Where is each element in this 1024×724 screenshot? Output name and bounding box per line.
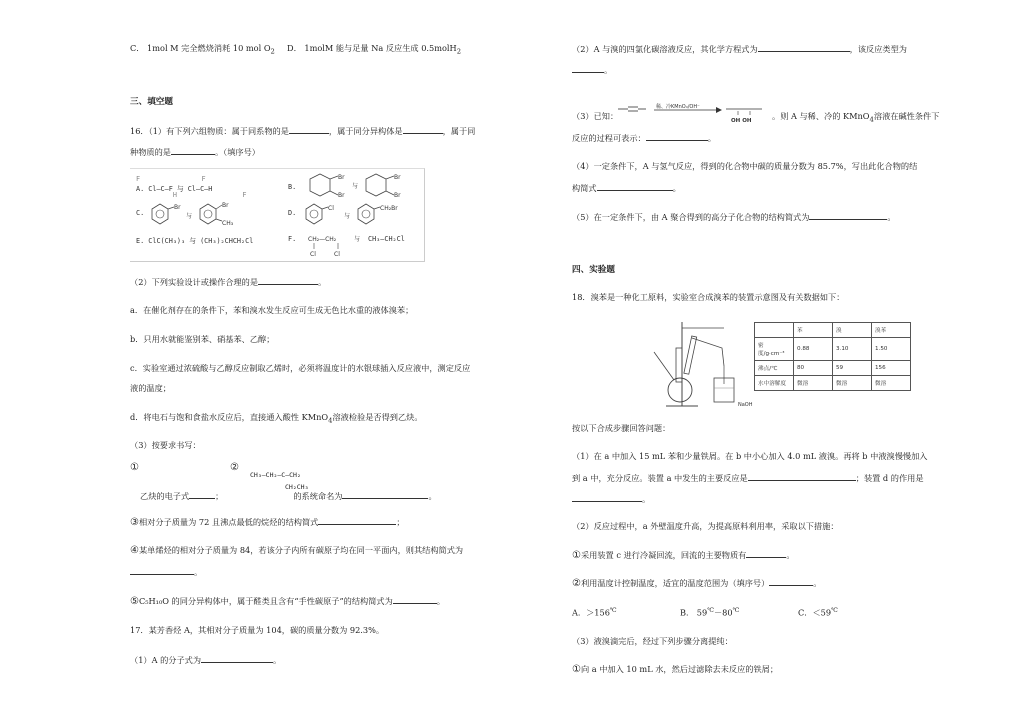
answer-blank[interactable] <box>393 595 437 604</box>
q16-part3-5: ⑤C₅H₁₀O 的同分异构体中，属于醛类且含有“手性碳原子”的结构简式为 。 <box>130 596 445 607</box>
svg-text:Br: Br <box>394 192 401 199</box>
table-cell: 密度/g·cm⁻³ <box>755 338 794 361</box>
table-cell <box>755 323 794 338</box>
table-cell: 溴苯 <box>872 323 911 338</box>
svg-text:Br: Br <box>394 174 401 181</box>
table-cell: 59 <box>833 361 872 376</box>
answer-blank[interactable] <box>130 566 194 575</box>
q16-part1-line1: 16．（1）有下列六组物质：属于同系物的是 ，属于同分异构体是 ，属于同 <box>130 126 476 136</box>
circled-1: ① <box>130 462 139 473</box>
q18-option-b[interactable]: B． 59℃－80℃ <box>680 607 740 618</box>
reaction-product: OH OH <box>731 118 752 124</box>
answer-blank[interactable] <box>809 211 887 220</box>
q16-part2-c-line1: c．实验室通过浓硫酸与乙醇反应制取乙烯时，必须将温度计的水银球插入反应液中，测定反应 <box>130 363 471 373</box>
table-cell: 沸点/℃ <box>755 361 794 376</box>
q18-option-a[interactable]: A．＞156℃ <box>572 607 617 618</box>
q16-part3: （3）按要求书写： <box>130 440 201 450</box>
option-f-label: F. <box>288 235 297 243</box>
answer-blank[interactable] <box>258 276 318 285</box>
svg-text:Cl: Cl <box>310 251 316 258</box>
q17-part2-line1: （2）A 与溴的四氯化碳溶液反应，其化学方程式为 ，该反应类型为 <box>572 44 907 54</box>
q18-part2-1: ①采用装置 c 进行冷凝回流，回流的主要物质有 。 <box>572 550 795 561</box>
option-c-label: C. <box>136 209 145 217</box>
structure-formula: CH₃—CH₂—C—CH₂ <box>250 471 301 479</box>
q18-part2-2: ②利用温度计控制温度，适宜的温度范围为（填序号） 。 <box>572 578 822 589</box>
option-c-structures <box>148 199 268 229</box>
svg-text:CH₂Br: CH₂Br <box>380 205 398 212</box>
q17-intro: 17．某芳香烃 A，其相对分子质量为 104，碳的质量分数为 92.3%。 <box>130 625 385 635</box>
table-header-row <box>755 323 911 338</box>
q16-part3-4-blank: 。 <box>130 566 202 578</box>
q15-option-c: C． 1mol M 完全燃烧消耗 10 mol $O_2$ <box>130 43 275 56</box>
answer-blank[interactable] <box>758 43 850 52</box>
q18-part3: （3）液溴滴完后，经过下列步骤分离提纯： <box>572 636 733 646</box>
reaction-scheme <box>616 99 766 125</box>
q16-part1-line2: 种物质的是 。（填序号） <box>130 147 260 157</box>
q16-part2-d: d．将电石与饱和食盐水反应后，直接通入酸性 KMnO$_4$溶液检验是否得到乙炔。 <box>130 412 423 425</box>
svg-text:Cl: Cl <box>334 251 340 258</box>
q18-steps-intro: 按以下合成步骤回答问题： <box>572 423 671 433</box>
answer-blank[interactable] <box>403 125 443 134</box>
structures-figure <box>130 168 425 262</box>
q18-part1-line1: （1）在 a 中加入 15 mL 苯和少量铁屑。在 b 中小心加入 4.0 mL 液溴。再将 b 中液溴慢慢加入 <box>572 451 928 461</box>
q16-part2-a: a．在催化剂存在的条件下，苯和溴水发生反应可生成无色比水重的液体溴苯； <box>130 305 414 315</box>
table-row <box>755 338 911 361</box>
svg-text:Br: Br <box>338 174 345 181</box>
q18-part2: （2）反应过程中，a 外壁温度升高，为提高原料利用率，采取以下措施： <box>572 521 839 531</box>
reaction-condition: 稀、冷KMnO₄/OH⁻ <box>656 104 700 110</box>
table-cell: 156 <box>872 361 911 376</box>
q16-part2-c-line2: 液的温度； <box>130 383 171 393</box>
option-a-top-substituents: F F <box>136 175 206 183</box>
apparatus-figure <box>652 318 758 410</box>
svg-text:与: 与 <box>352 183 359 190</box>
option-d-label: D. <box>288 209 297 217</box>
q17-part3-line1-end: 。则 A 与稀、冷的 KMnO$_4$溶液在碱性条件下 <box>772 111 940 124</box>
answer-blank[interactable] <box>572 64 604 73</box>
data-table <box>754 322 911 391</box>
option-e: E. ClC(CH₃)₃ 与 (CH₃)₂CHCH₂Cl <box>136 237 254 245</box>
q17-part3-line1: （3）已知： <box>572 111 619 121</box>
q16-part3-4: ④某单烯烃的相对分子质量为 84，若该分子内所有碳原子均在同一平面内，则其结构简式为 <box>130 545 464 556</box>
q16-part2-b: b．只用水就能鉴别苯、硝基苯、乙醇； <box>130 334 275 344</box>
naoh-label: NaOH <box>738 402 753 408</box>
svg-text:CH₃: CH₃ <box>222 220 234 227</box>
q17-part4-line2: 构简式 。 <box>572 183 681 193</box>
q17-part4-line1: （4）一定条件下，A 与氢气反应，得到的化合物中碳的质量分数为 85.7%，写出此化合物的结 <box>572 161 918 171</box>
table-cell: 溴 <box>833 323 872 338</box>
table-cell: 微溶 <box>872 376 911 391</box>
option-f-structure <box>306 229 366 259</box>
q16-part2: （2）下列实验设计或操作合理的是 。 <box>130 277 327 287</box>
svg-text:Br: Br <box>222 202 229 209</box>
option-a-bottom-substituents: H F <box>136 191 247 199</box>
option-d-structures <box>300 199 424 229</box>
q17-part1: （1）A 的分子式为 。 <box>130 655 282 665</box>
answer-blank[interactable] <box>597 182 673 191</box>
svg-text:CH₂—CH₂: CH₂—CH₂ <box>308 236 337 243</box>
q18-part1-line3: 。 <box>572 493 650 505</box>
answer-blank[interactable] <box>342 490 428 499</box>
answer-blank[interactable] <box>746 549 786 558</box>
structure-formula-branch: CH₂CH₃ <box>285 483 309 491</box>
answer-blank[interactable] <box>289 125 329 134</box>
table-cell: 1.50 <box>872 338 911 361</box>
q16-part3-3: ③相对分子质量为 72 且沸点最低的烷烃的结构简式 ； <box>130 517 405 528</box>
option-a: A. Cl—C—F 与 Cl—C—H <box>136 185 213 193</box>
svg-text:Cl: Cl <box>328 205 334 212</box>
answer-blank[interactable] <box>769 577 813 586</box>
option-f-second: CH₃—CH₂Cl <box>368 235 405 243</box>
table-cell: 微溶 <box>833 376 872 391</box>
q17-part5: （5）在一定条件下，由 A 聚合得到的高分子化合物的结构简式为 。 <box>572 212 896 222</box>
q17-part2-line2: 。 <box>572 64 612 76</box>
answer-blank[interactable] <box>189 490 215 499</box>
answer-blank[interactable] <box>748 472 856 481</box>
option-b-label: B. <box>288 183 297 191</box>
table-cell: 苯 <box>794 323 833 338</box>
answer-blank[interactable] <box>318 516 396 525</box>
table-cell: 微溶 <box>794 376 833 391</box>
answer-blank[interactable] <box>171 146 215 155</box>
q18-intro: 18．溴苯是一种化工原料，实验室合成溴苯的装置示意图及有关数据如下： <box>572 292 845 302</box>
table-cell: 水中溶解度 <box>755 376 794 391</box>
svg-text:Br: Br <box>174 204 181 211</box>
q18-part3-1: ①向 a 中加入 10 mL 水，然后过滤除去未反应的铁屑； <box>572 664 779 675</box>
circled-2: ② <box>230 462 239 473</box>
table-cell: 0.88 <box>794 338 833 361</box>
answer-blank[interactable] <box>201 654 273 663</box>
answer-blank[interactable] <box>646 132 708 141</box>
section-experiment-heading: 四、实验题 <box>572 265 615 275</box>
q18-part1-line2: 到 a 中，充分反应。装置 a 中发生的主要反应是 ；装置 d 的作用是 <box>572 473 924 483</box>
svg-text:Br: Br <box>338 192 345 199</box>
table-cell: 3.10 <box>833 338 872 361</box>
section-fill-blank-heading: 三、填空题 <box>130 97 173 107</box>
q16-part3-1-2: 乙炔的电子式 ； 的系统命名为 。 <box>140 491 437 501</box>
svg-text:与: 与 <box>344 213 351 220</box>
answer-blank[interactable] <box>572 493 642 502</box>
svg-text:与: 与 <box>354 236 361 243</box>
table-row <box>755 376 911 391</box>
table-row <box>755 361 911 376</box>
svg-text:与: 与 <box>186 213 193 220</box>
q18-option-c[interactable]: C．＜59℃ <box>798 607 838 618</box>
table-cell: 80 <box>794 361 833 376</box>
q17-part3-line2: 反应的过程可表示： 。 <box>572 133 716 143</box>
q15-option-d: D． 1molM 能与足量 Na 反应生成 0.5molH$_2$ <box>287 43 462 56</box>
